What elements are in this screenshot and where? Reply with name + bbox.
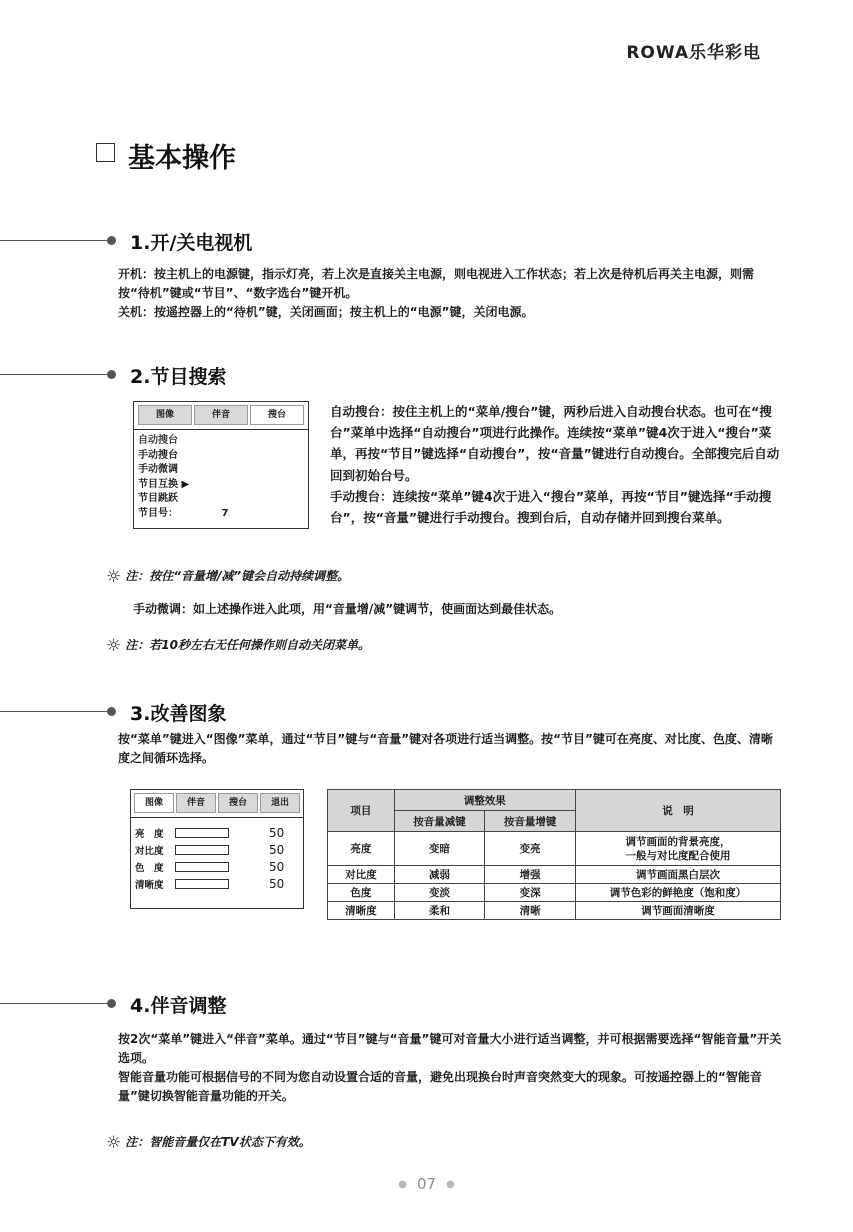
section-2-rule [0,374,112,375]
cell-item: 清晰度 [328,902,395,920]
menu-tab-exit: 退出 [260,793,300,813]
section-1-body [118,265,783,322]
cell-inc: 变深 [485,884,576,902]
level-bar [175,879,229,889]
section-4-body [118,1030,783,1106]
brand-logo: ROWA乐华彩电 [626,43,761,63]
menu-tab-picture: 图像 [138,405,192,425]
cell-inc: 增强 [485,866,576,884]
sound-adjust-text: 按2次“菜单”键进入“伴音”菜单。通过“节目”键与“音量”键可对音量大小进行适当调整，并可根据需要选择“智能音量”开关选项。 [118,1032,782,1065]
cell-desc: 调节画面黑白层次 [575,866,780,884]
search-menu-diagram [133,401,309,529]
cell-desc: 调节色彩的鲜艳度（饱和度） [575,884,780,902]
sun-icon: ☼ [106,1133,122,1153]
cell-dec: 柔和 [394,902,485,920]
row-value: 50 [269,859,285,874]
row-label: 对比度 [135,845,164,857]
row-label: 亮 度 [135,828,164,840]
section-4-heading: 4.伴音调整 [130,995,227,1017]
cell-desc [575,832,780,866]
section-2-body [330,401,785,528]
picture-row-color [135,858,303,875]
row-value: 50 [269,825,285,840]
header-effect: 调整效果 [394,790,575,811]
row-label: 清晰度 [135,879,164,891]
note-2-text: 注：若10秒左右无任何操作则自动关闭菜单。 [125,638,370,652]
section-3-body: 按“菜单”键进入“图像”菜单，通过“节目”键与“音量”键对各项进行适当调整。按“节目”键可在亮度、对比度、色度、清晰度之间循环选择。 [118,732,773,765]
picture-row-brightness [135,824,303,841]
power-on-text: 开机：按主机上的电源键，指示灯亮，若上次是直接关主电源，则电视进入工作状态；若上次是待机后再关主电源，则需按“待机”键或“节目”、“数字选台”键开机。 [118,267,755,300]
header-item: 项目 [328,790,395,832]
dot-icon: ● [398,1179,407,1190]
menu-tab-sound: 伴音 [194,405,248,425]
adjustment-table [327,789,781,920]
program-label: 节目号： [138,507,178,519]
section-1-heading: 1.开/关电视机 [130,232,253,254]
header-desc: 说 明 [575,790,780,832]
smart-volume-text: 智能音量功能可根据信号的不同为您自动设置合适的音量，避免出现换台时声音突然变大的现象。可按遥控器上的“智能音量”键切换智能音量功能的开关。 [118,1070,762,1103]
table-row [328,866,781,884]
section-2-heading: 2.节目搜索 [130,366,227,388]
title-checkbox-square [96,143,115,162]
header-decrease: 按音量减键 [394,811,485,832]
power-off-text: 关机：按遥控器上的“待机”键，关闭画面；按主机上的“电源”键，关闭电源。 [118,305,534,319]
table-row [328,902,781,920]
menu-item-auto-search: 自动搜台 [138,435,178,446]
picture-menu-diagram [130,789,304,909]
menu-item-program-number [138,507,308,522]
section-1-rule [0,240,112,241]
header-increase: 按音量增键 [485,811,576,832]
section-3-bullet-icon [107,707,116,716]
row-label: 色 度 [135,862,164,874]
cell-dec: 减弱 [394,866,485,884]
note-2 [106,636,370,656]
cell-inc: 清晰 [485,902,576,920]
row-value: 50 [269,876,285,891]
page-title: 基本操作 [128,143,236,174]
auto-search-text: 自动搜台：按住主机上的“菜单/搜台”键，两秒后进入自动搜台状态。也可在“搜台”菜单中选择“自动搜台”项进行此操作。连续按“菜单”键4次于进入“搜台”菜单，再按“节目”键选择“自动搜台”，按“音量”键进行自动搜台。全部搜完后自动回到初始台号。 [330,404,780,483]
section-3-heading: 3.改善图象 [130,703,227,725]
section-3-rule [0,711,112,712]
cell-dec: 变暗 [394,832,485,866]
picture-row-sharpness [135,875,303,892]
cell-dec: 变淡 [394,884,485,902]
row-value: 50 [269,842,285,857]
dot-icon: ● [446,1179,455,1190]
menu-tab-sound: 伴音 [176,793,216,813]
note-3 [106,1133,311,1153]
cell-item: 亮度 [328,832,395,866]
cell-inc: 变亮 [485,832,576,866]
note-3-text: 注：智能音量仅在TV状态下有效。 [125,1135,311,1149]
cell-item: 对比度 [328,866,395,884]
note-1-text: 注：按住“音量增/减”键会自动持续调整。 [125,569,350,583]
fine-tune-text: 手动微调：如上述操作进入此项，用“音量增/减”键调节，使画面达到最佳状态。 [133,602,562,616]
note-1 [106,567,349,587]
sun-icon: ☼ [106,636,122,656]
manual-search-text: 手动搜台：连续按“菜单”键4次于进入“搜台”菜单，再按“节目”键选择“手动搜台”，按“音量”键进行手动搜台。搜到台后，自动存储并回到搜台菜单。 [330,488,772,526]
program-value: 7 [221,507,229,519]
table-row [328,832,781,866]
desc-line-1: 调节画面的背景亮度， [625,835,731,848]
section-4-bullet-icon [107,999,116,1008]
section-1-bullet-icon [107,236,116,245]
cell-desc: 调节画面清晰度 [575,902,780,920]
menu-item-swap: 节目互换 ▶ [138,478,190,490]
table-row [328,884,781,902]
menu-item-fine-tune: 手动微调 [138,464,178,475]
section-4-rule [0,1003,112,1004]
picture-row-contrast [135,841,303,858]
sun-icon: ☼ [106,567,122,587]
menu-item-skip: 节目跳跃 [138,493,178,504]
page-number [0,1175,853,1193]
desc-line-2: 一般与对比度配合使用 [625,849,731,862]
section-2-bullet-icon [107,370,116,379]
menu-tab-search: 搜台 [218,793,258,813]
page-number-text: 07 [416,1175,437,1193]
level-bar [175,828,229,838]
menu-item-manual-search: 手动搜台 [138,449,178,461]
menu-tab-search: 搜台 [250,405,304,425]
level-bar [175,862,229,872]
menu-tab-picture: 图像 [134,793,174,813]
cell-item: 色度 [328,884,395,902]
level-bar [175,845,229,855]
